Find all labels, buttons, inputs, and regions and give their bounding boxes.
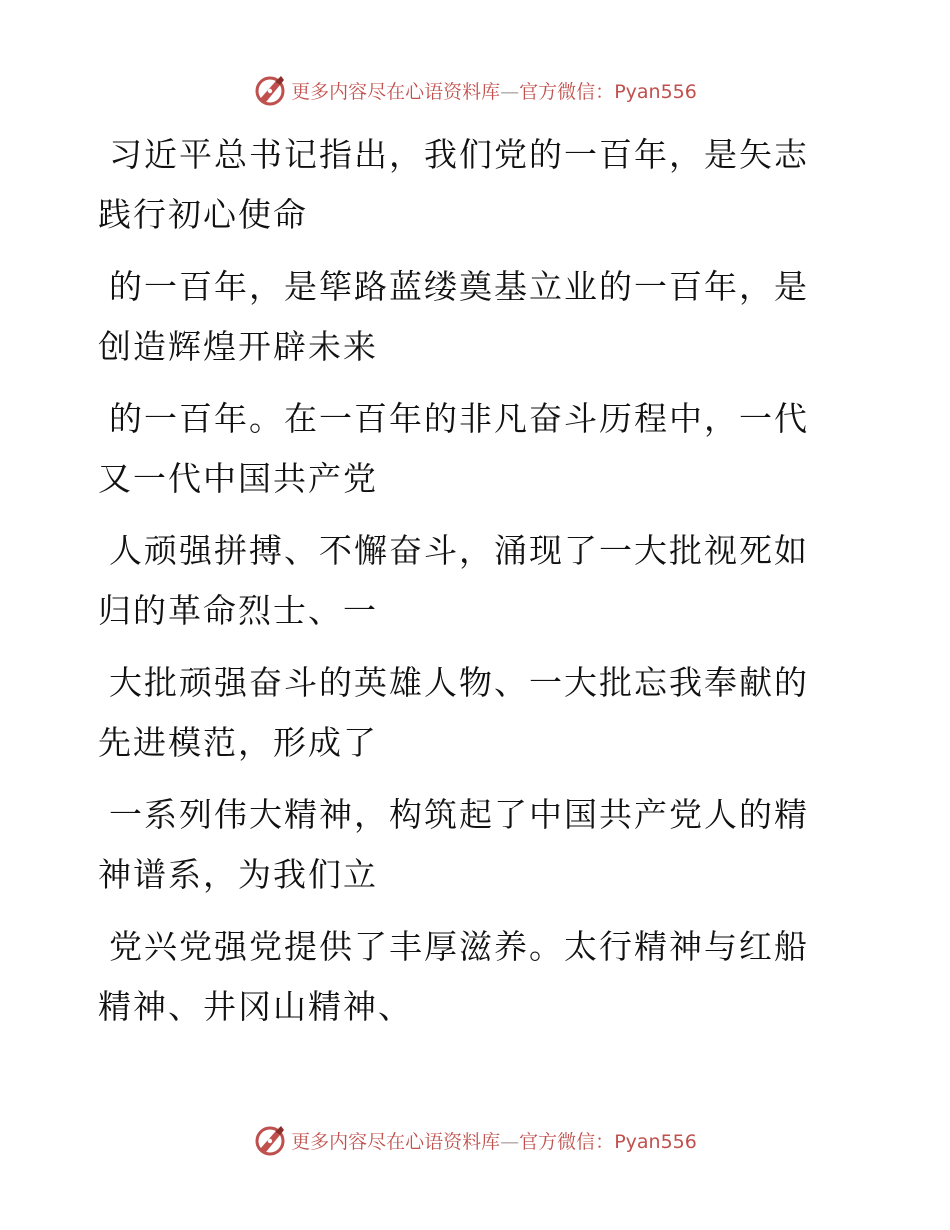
- header-banner-text: [291, 77, 697, 104]
- footer-banner-wx-id: Pyan556: [614, 1130, 697, 1153]
- footer-banner-wx-label: 官方微信：: [519, 1130, 615, 1153]
- footer-banner-text: [291, 1127, 697, 1154]
- paragraph: 大批顽强奋斗的英雄人物、一大批忘我奉献的先进模范，形成了: [98, 663, 809, 762]
- document-body: [98, 125, 838, 1049]
- paragraph: 一系列伟大精神，构筑起了中国共产党人的精神谱系，为我们立: [98, 795, 809, 894]
- paragraph: 的一百年。在一百年的非凡奋斗历程中，一代又一代中国共产党: [98, 399, 809, 498]
- header-banner-main: 更多内容尽在心语资料库: [291, 80, 501, 103]
- footer-banner-main: 更多内容尽在心语资料库: [291, 1130, 501, 1153]
- footer-banner-content: [253, 1123, 697, 1157]
- header-banner-content: [253, 73, 697, 107]
- header-banner: [0, 70, 950, 110]
- pen-logo-icon: [253, 1123, 287, 1157]
- pen-logo-icon: [253, 73, 287, 107]
- header-banner-wx-label: 官方微信：: [519, 80, 615, 103]
- paragraph: 党兴党强党提供了丰厚滋养。太行精神与红船精神、井冈山精神、: [98, 927, 809, 1026]
- header-banner-wx-id: Pyan556: [614, 80, 697, 103]
- paragraph: 习近平总书记指出，我们党的一百年，是矢志践行初心使命: [98, 135, 809, 234]
- paragraph: 人顽强拼搏、不懈奋斗，涌现了一大批视死如归的革命烈士、一: [98, 531, 809, 630]
- paragraph: 的一百年，是筚路蓝缕奠基立业的一百年，是创造辉煌开辟未来: [98, 267, 809, 366]
- footer-banner-sep: —: [500, 1130, 520, 1153]
- footer-banner: [0, 1120, 950, 1160]
- header-banner-sep: —: [500, 80, 520, 103]
